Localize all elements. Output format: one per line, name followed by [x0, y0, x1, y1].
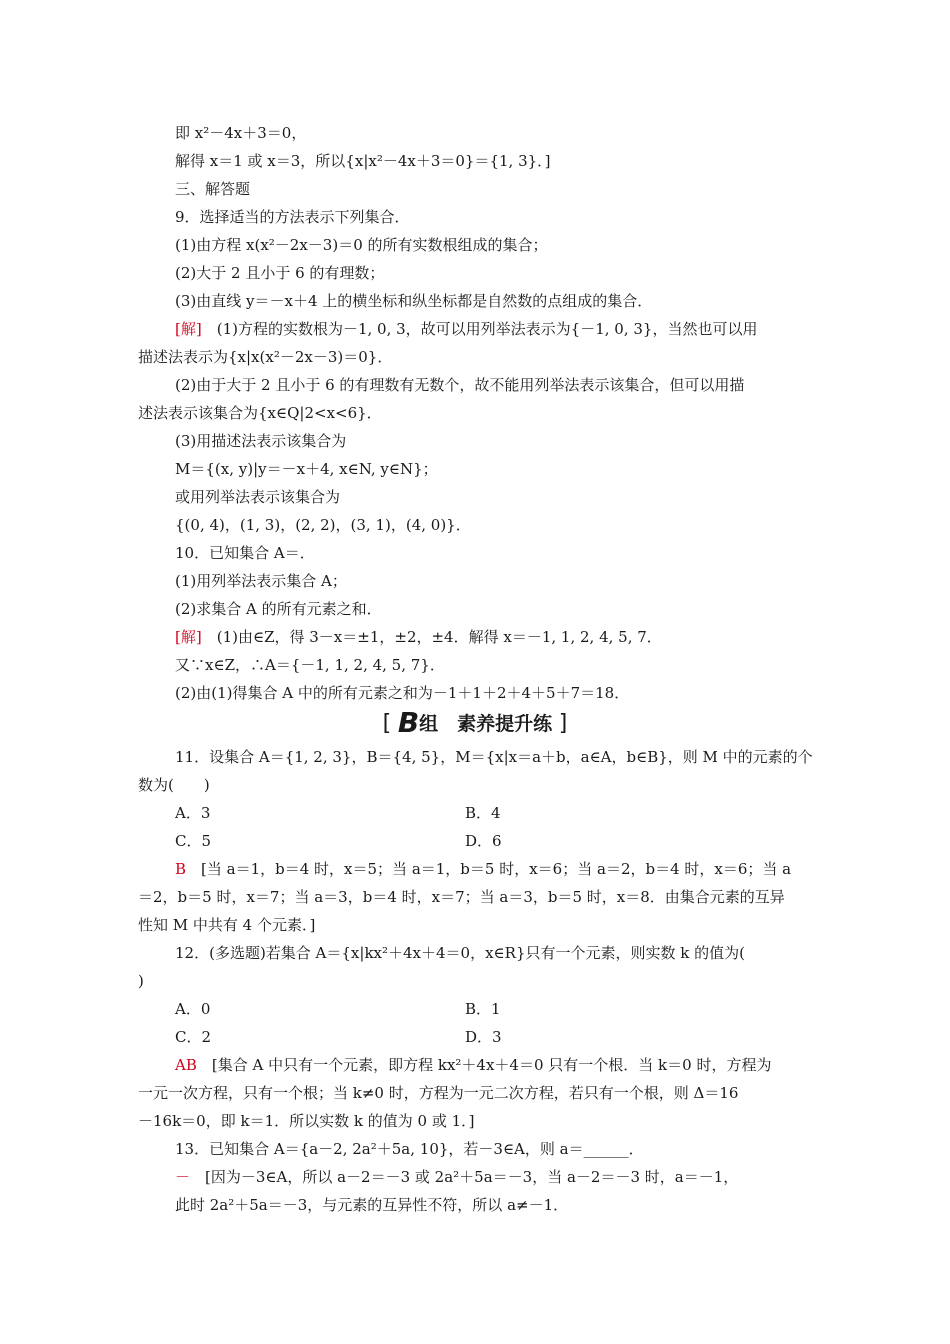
text-line: (2)由(1)得集合 A 中的所有元素之和为－1＋1＋2＋4＋5＋7＝18． — [175, 684, 630, 702]
answer-line — [175, 1055, 855, 1075]
answer-line — [175, 859, 855, 879]
answer-text: [集合 A 中只有一个元素，即方程 kx²＋4x＋4＝0 只有一个根．当 k＝0 时，方程为 — [196, 1056, 772, 1074]
question-11: 11．设集合 A＝{1, 2, 3}，B＝{4, 5}，M＝{x|x＝a＋b，a∈A，b∈B}，则 M 中的元素的个 — [175, 748, 813, 766]
text-line: (1)用列举法表示集合 A； — [175, 572, 347, 590]
text-line: 数为( ) — [138, 776, 210, 794]
solution-line — [175, 627, 855, 647]
text-line: (2)求集合 A 的所有元素之和． — [175, 600, 382, 618]
text-line: 述法表示该集合为{x∈Q|2<x<6}． — [138, 404, 382, 422]
heading-letter: B — [397, 706, 420, 739]
heading-bracket-close: ] — [558, 711, 568, 736]
option-b: B．1 — [465, 1000, 501, 1018]
option-a: A．3 — [175, 804, 211, 822]
solution-text: (1)由∈Z，得 3－x＝±1，±2，±4．解得 x＝－1, 1, 2, 4, 5, 7． — [201, 628, 662, 646]
text-line: 性知 M 中共有 4 个元素．] — [138, 916, 316, 934]
question-12: 12．(多选题)若集合 A＝{x|kx²＋4x＋4＝0，x∈R}只有一个元素，则实数 k 的值为( — [175, 944, 745, 962]
option-c: C．2 — [175, 1028, 212, 1046]
text-line: －16k＝0，即 k＝1．所以实数 k 的值为 0 或 1．] — [138, 1112, 475, 1130]
answer-line — [175, 1167, 855, 1187]
heading-bracket-open: [ — [382, 711, 392, 736]
text-line: ) — [138, 972, 144, 990]
answer-label: AB — [175, 1056, 197, 1074]
group-heading — [0, 706, 950, 739]
text-line: (3)用描述法表示该集合为 — [175, 432, 347, 450]
text-line: 描述法表示为{x|x(x²－2x－3)＝0}． — [138, 348, 393, 366]
text-line: (3)由直线 y＝－x＋4 上的横坐标和纵坐标都是自然数的点组成的集合． — [175, 292, 653, 310]
answer-text: [当 a＝1，b＝4 时，x＝5；当 a＝1，b＝5 时，x＝6；当 a＝2，b＝4 时，x＝6；当 a — [186, 860, 792, 878]
question-10: 10．已知集合 A＝． — [175, 544, 315, 562]
solution-text: (1)方程的实数根为－1, 0, 3，故可以用列举法表示为{－1, 0, 3}，当然也可以用 — [201, 320, 758, 338]
text-line: 即 x²－4x＋3＝0， — [175, 124, 307, 142]
text-line: (2)大于 2 且小于 6 的有理数； — [175, 264, 385, 282]
question-13: 13．已知集合 A＝{a－2, 2a²＋5a, 10}，若－3∈A，则 a＝______． — [175, 1140, 644, 1158]
text-line: (2)由于大于 2 且小于 6 的有理数有无数个，故不能用列举法表示该集合，但可以用描 — [175, 376, 745, 394]
answer-label: B — [175, 860, 187, 878]
text-line: M＝{(x, y)|y＝－x＋4, x∈N, y∈N}； — [175, 460, 438, 478]
option-d: D．6 — [465, 832, 502, 850]
solution-tag: [解] — [175, 628, 202, 646]
option-c: C．5 — [175, 832, 212, 850]
text-line: 此时 2a²＋5a＝－3，与元素的互异性不符，所以 a≠－1． — [175, 1196, 569, 1214]
solution-tag: [解] — [175, 320, 202, 338]
option-b: B．4 — [465, 804, 501, 822]
option-d: D．3 — [465, 1028, 502, 1046]
text-line: (1)由方程 x(x²－2x－3)＝0 的所有实数根组成的集合； — [175, 236, 548, 254]
answer-text: [因为－3∈A，所以 a－2＝－3 或 2a²＋5a＝－3，当 a－2＝－3 时，a＝－1， — [190, 1168, 739, 1186]
section-title: 三、解答题 — [175, 180, 251, 198]
solution-line — [175, 319, 855, 339]
text-line: 又∵x∈Z，∴A＝{－1, 1, 2, 4, 5, 7}． — [175, 656, 445, 674]
question-9: 9．选择适当的方法表示下列集合． — [175, 208, 410, 226]
option-a: A．0 — [175, 1000, 211, 1018]
text-line: 解得 x＝1 或 x＝3，所以{x|x²－4x＋3＝0}＝{1, 3}．] — [175, 152, 551, 170]
text-line: ＝2，b＝5 时，x＝7；当 a＝3，b＝4 时，x＝7；当 a＝3，b＝5 时，x＝8．由集合元素的互异 — [138, 888, 785, 906]
text-line: 一元一次方程，只有一个根；当 k≠0 时，方程为一元二次方程，若只有一个根，则 Δ＝16 — [138, 1084, 739, 1102]
text-line: {(0, 4)，(1, 3)，(2, 2)，(3, 1)，(4, 0)}． — [175, 516, 471, 534]
heading-text: 组 素养提升练 — [419, 713, 553, 735]
answer-label: － — [175, 1168, 191, 1186]
text-line: 或用列举法表示该集合为 — [175, 488, 341, 506]
